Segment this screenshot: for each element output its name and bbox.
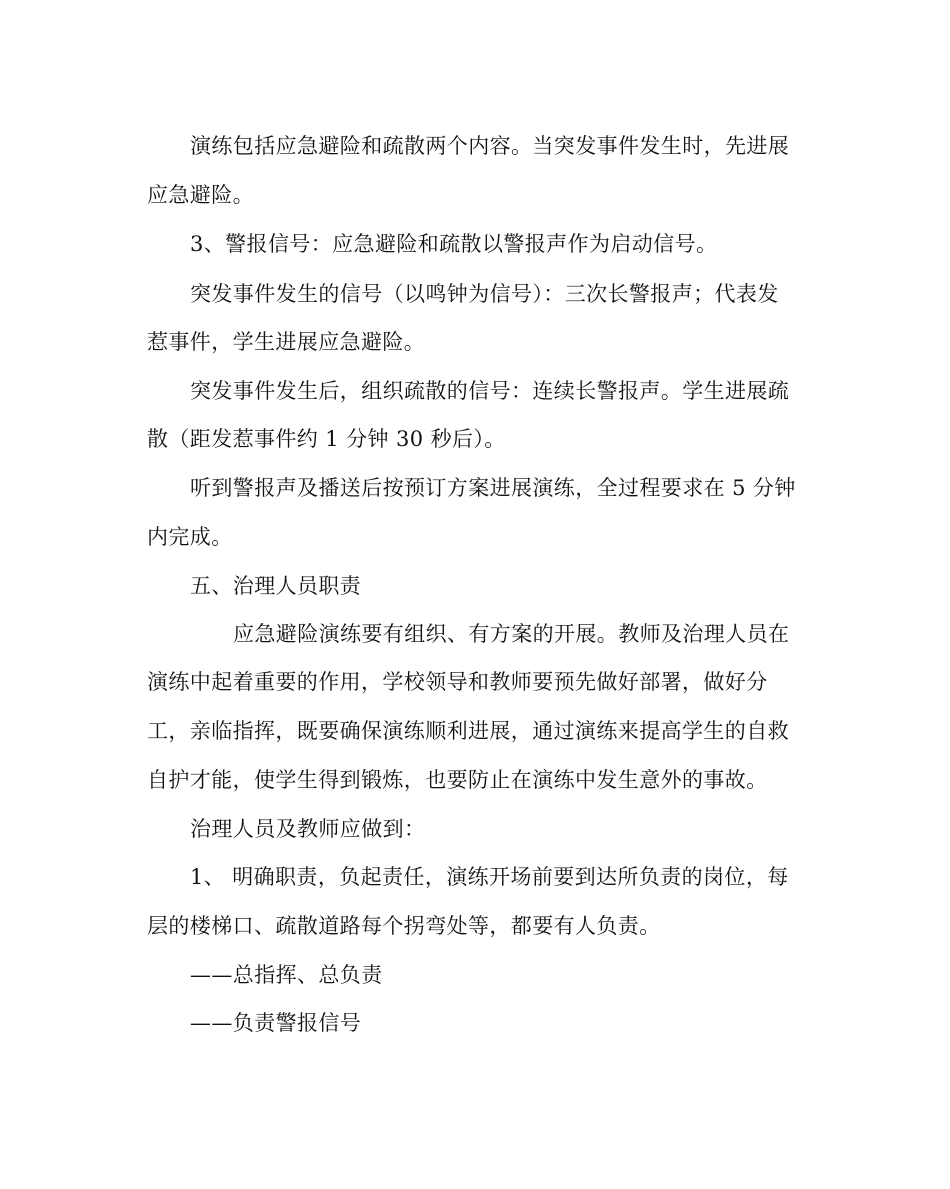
paragraph-line: 演练中起着重要的作用，学校领导和教师要预先做好部署，做好分 xyxy=(147,670,768,694)
paragraph-line: 应急避险。 xyxy=(147,183,254,207)
role-item: ——总指挥、总负责 xyxy=(190,963,383,987)
paragraph-line: 3、警报信号：应急避险和疏散以警报声作为启动信号。 xyxy=(190,232,718,256)
paragraph-line: 惹事件，学生进展应急避险。 xyxy=(147,330,426,354)
paragraph-line: 演练包括应急避险和疏散两个内容。当突发事件发生时，先进展 xyxy=(190,134,790,158)
paragraph-line: 治理人员及教师应做到： xyxy=(190,817,426,841)
paragraph-line: 听到警报声及播送后按预订方案进展演练，全过程要求在 5 分钟 xyxy=(190,476,796,500)
paragraph-line: 突发事件发生的信号（以鸣钟为信号）：三次长警报声；代表发 xyxy=(190,282,779,306)
paragraph-line: 自护才能，使学生得到锻炼，也要防止在演练中发生意外的事故。 xyxy=(147,768,768,792)
list-item-line: 层的楼梯口、疏散道路每个拐弯处等，都要有人负责。 xyxy=(147,914,661,938)
role-item: ——负责警报信号 xyxy=(190,1011,362,1035)
list-item-line: 1、 明确职责，负起责任，演练开场前要到达所负责的岗位，每 xyxy=(190,865,789,889)
paragraph-line: 应急避险演练要有组织、有方案的开展。教师及治理人员在 xyxy=(233,622,790,646)
paragraph-line: 散（距发惹事件约 1 分钟 30 秒后）。 xyxy=(147,427,506,451)
paragraph-line: 突发事件发生后，组织疏散的信号：连续长警报声。学生进展疏 xyxy=(190,379,790,403)
section-heading: 五、治理人员职责 xyxy=(190,574,362,598)
paragraph-line: 内完成。 xyxy=(147,525,233,549)
paragraph-line: 工，亲临指挥，既要确保演练顺利进展，通过演练来提高学生的自救 xyxy=(147,719,789,743)
